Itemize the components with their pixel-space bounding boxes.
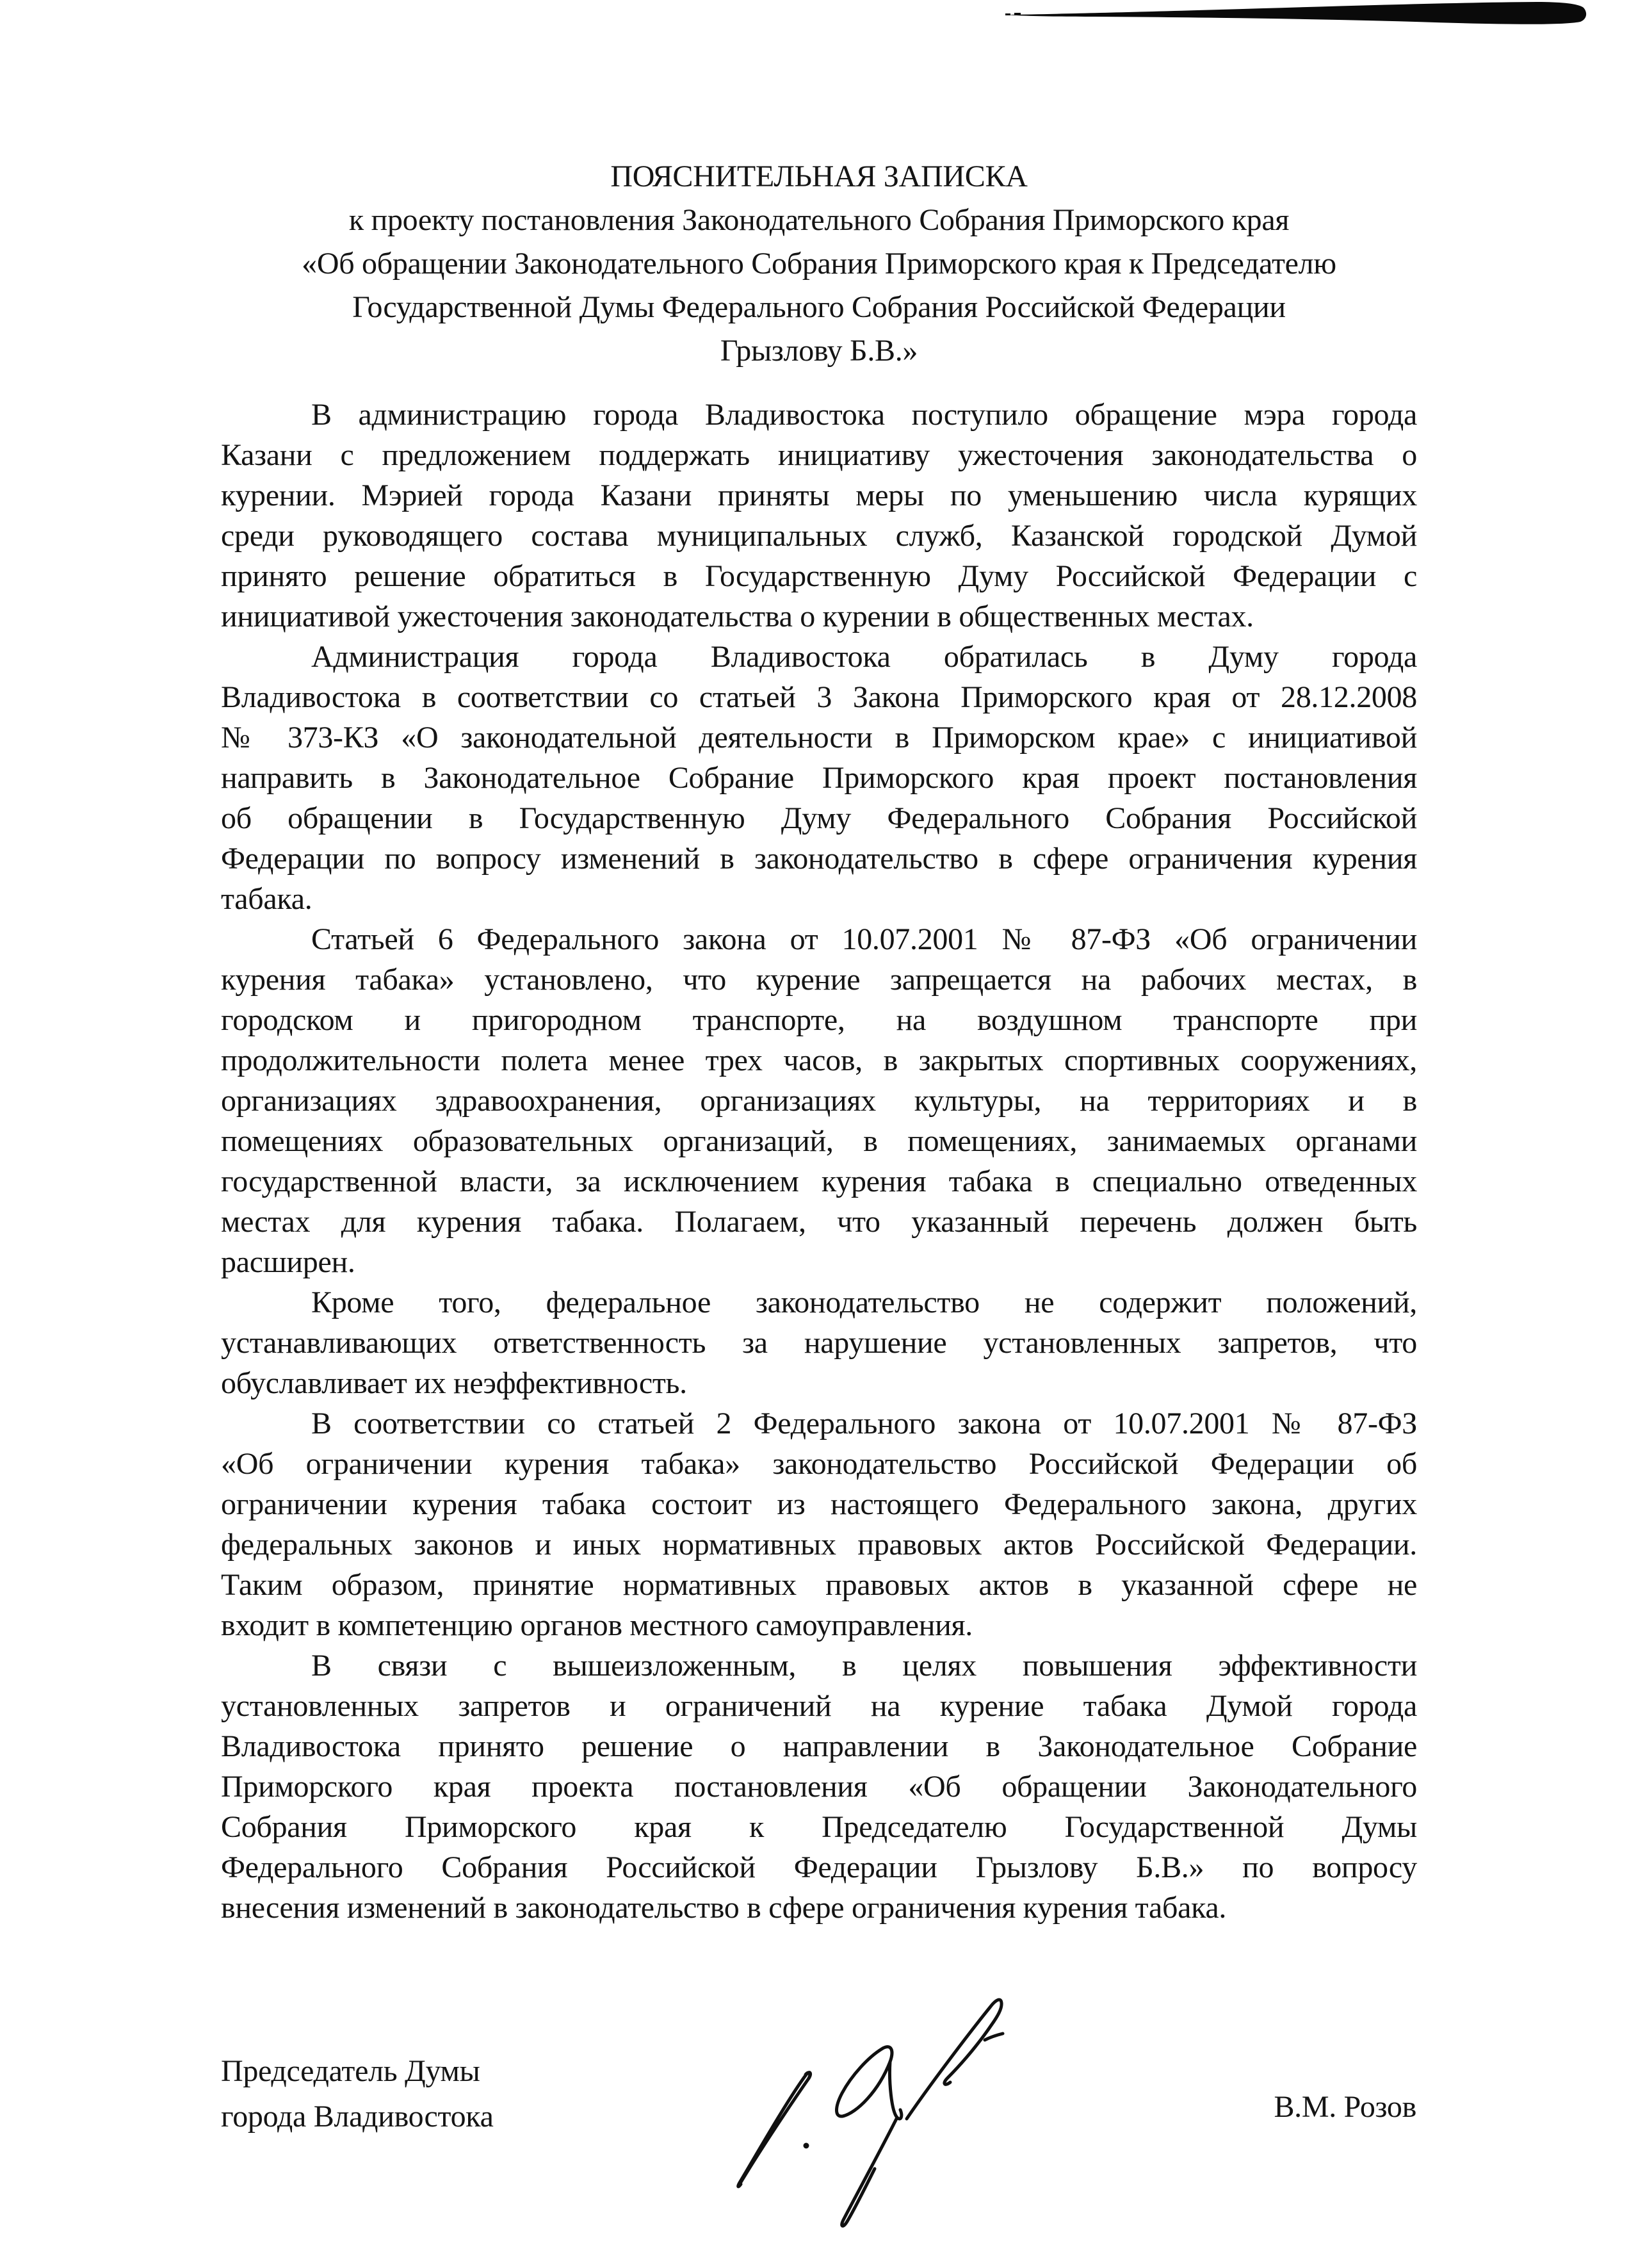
body-line: организациях здравоохранения, организациях культуры, на территориях и в <box>221 1084 1417 1118</box>
title-line: ПОЯСНИТЕЛЬНАЯ ЗАПИСКА <box>610 159 1028 193</box>
body-line: местах для курения табака. Полагаем, что указанный перечень должен быть <box>221 1205 1417 1239</box>
title-line: Государственной Думы Федерального Собрания Российской Федерации <box>352 290 1286 324</box>
body-line: внесения изменений в законодательство в сфере ограничения курения табака. <box>221 1891 1227 1925</box>
body-line: ограничении курения табака состоит из настоящего Федерального закона, других <box>221 1487 1417 1521</box>
body-line: государственной власти, за исключением курения табака в специально отведенных <box>221 1164 1417 1198</box>
signer-role-line: города Владивостока <box>221 2100 494 2133</box>
signer-role-line: Председатель Думы <box>221 2054 480 2088</box>
body-line: В связи с вышеизложенным, в целях повышения эффективности <box>311 1649 1417 1683</box>
signer-role <box>221 2048 494 2139</box>
body-line: городском и пригородном транспорте, на воздушном транспорте при <box>221 1003 1417 1037</box>
body-line: расширен. <box>221 1245 355 1279</box>
body-line: помещениях образовательных организаций, в помещениях, занимаемых органами <box>221 1124 1417 1158</box>
body-line: принято решение обратиться в Государственную Думу Российской Федерации с <box>221 559 1417 593</box>
title-line: «Об обращении Законодательного Собрания Приморского края к Председателю <box>302 247 1336 281</box>
handwritten-signature <box>672 1954 1089 2242</box>
body-line: устанавливающих ответственность за нарушение установленных запретов, что <box>221 1326 1417 1360</box>
body-line: направить в Законодательное Собрание Приморского края проект постановления <box>221 761 1417 795</box>
body-line: Приморского края проекта постановления «Об обращении Законодательного <box>221 1770 1417 1804</box>
body-line: инициативой ужесточения законодательства о курении в общественных местах. <box>221 600 1254 633</box>
body-line: среди руководящего состава муниципальных служб, Казанской городской Думой <box>221 519 1417 553</box>
body-line: «Об ограничении курения табака» законодательство Российской Федерации об <box>221 1447 1417 1481</box>
body-line: табака. <box>221 882 312 916</box>
body-line: федеральных законов и иных нормативных правовых актов Российской Федерации. <box>221 1528 1417 1562</box>
scan-artifact-streak <box>1005 0 1589 28</box>
body-line: об обращении в Государственную Думу Федерального Собрания Российской <box>221 801 1417 835</box>
body-line: Собрания Приморского края к Председателю Государственной Думы <box>221 1810 1417 1844</box>
body-line: Кроме того, федеральное законодательство не содержит положений, <box>311 1285 1417 1319</box>
document-body <box>221 395 1417 1928</box>
body-line: Таким образом, принятие нормативных правовых актов в указанной сфере не <box>221 1568 1417 1602</box>
body-line: В соответствии со статьей 2 Федерального закона от 10.07.2001 № 87-ФЗ <box>311 1407 1417 1440</box>
body-line: Владивостока в соответствии со статьей 3 Закона Приморского края от 28.12.2008 <box>221 680 1417 714</box>
document-title <box>221 155 1417 373</box>
body-line: Федерации по вопросу изменений в законодательство в сфере ограничения курения <box>221 842 1417 876</box>
body-line: установленных запретов и ограничений на курение табака Думой города <box>221 1689 1417 1723</box>
body-line: Администрация города Владивостока обратилась в Думу города <box>311 640 1417 674</box>
body-line: Федерального Собрания Российской Федерации Грызлову Б.В.» по вопросу <box>221 1850 1417 1884</box>
body-line: Статьей 6 Федерального закона от 10.07.2001 № 87-ФЗ «Об ограничении <box>311 922 1417 956</box>
title-line: к проекту постановления Законодательного Собрания Приморского края <box>348 203 1290 237</box>
signer-name: В.М. Розов <box>1274 2090 1416 2124</box>
body-line: курения табака» установлено, что курение запрещается на рабочих местах, в <box>221 963 1417 997</box>
body-line: входит в компетенцию органов местного самоуправления. <box>221 1608 973 1642</box>
body-line: обуславливает их неэффективность. <box>221 1366 687 1400</box>
body-line: продолжительности полета менее трех часов, в закрытых спортивных сооружениях, <box>221 1043 1417 1077</box>
body-line: курении. Мэрией города Казани приняты меры по уменьшению числа курящих <box>221 478 1417 512</box>
body-line: В администрацию города Владивостока поступило обращение мэра города <box>311 398 1417 432</box>
body-line: № 373-КЗ «О законодательной деятельности в Приморском крае» с инициативой <box>221 721 1417 755</box>
title-line: Грызлову Б.В.» <box>720 334 918 368</box>
body-line: Казани с предложением поддержать инициативу ужесточения законодательства о <box>221 438 1417 472</box>
body-line: Владивостока принято решение о направлении в Законодательное Собрание <box>221 1729 1417 1763</box>
